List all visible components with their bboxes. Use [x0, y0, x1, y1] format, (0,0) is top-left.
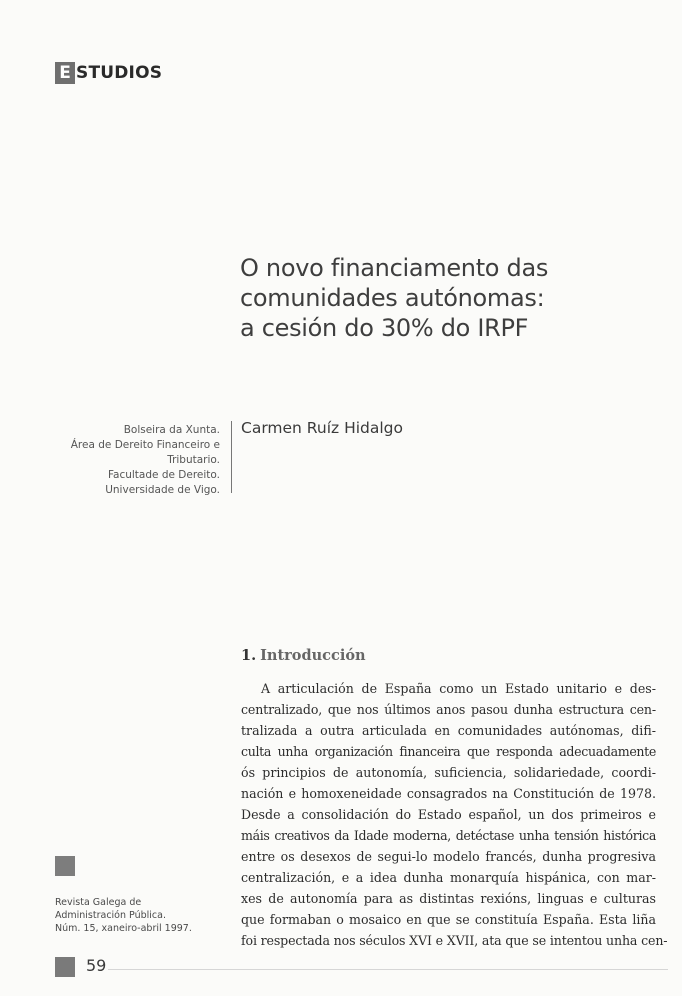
body-line: xes de autonomía para as distintas rexións, linguas e culturas	[241, 891, 656, 906]
body-paragraph	[241, 678, 668, 951]
body-line: nación e homoxeneidade consagrados na Constitución de 1978.	[241, 786, 656, 801]
body-line: centralización, e a idea dunha monarquía hispánica, con mar-	[241, 870, 656, 885]
author-affiliation	[71, 423, 220, 498]
journal-marker-square	[55, 856, 75, 876]
footer-marker-square	[55, 957, 75, 977]
title-line: O novo financiamento das	[240, 254, 549, 282]
journal-info-line: Administración Pública.	[55, 910, 166, 921]
section-label: STUDIOS	[76, 63, 163, 83]
body-line: centralizado, que nos últimos anos pasou dunha estructura cen-	[241, 702, 656, 717]
body-line: máis creativos da Idade moderna, detéctase unha tensión histórica	[241, 828, 656, 843]
section-heading	[241, 647, 366, 664]
body-line: que formaban o mosaico en que se constituía España. Esta liña	[241, 912, 656, 927]
affiliation-line: Facultade de Dereito.	[107, 469, 220, 481]
author-name: Carmen Ruíz Hidalgo	[241, 419, 404, 437]
journal-info	[55, 896, 192, 935]
body-line: entre os desexos de segui-lo modelo francés, dunha progresiva	[241, 849, 656, 864]
affiliation-line: Bolseira da Xunta.	[123, 424, 220, 436]
body-line: ós principios de autonomía, suficiencia, solidariedade, coordi-	[241, 765, 656, 780]
affiliation-divider	[231, 421, 232, 493]
article-title	[240, 253, 548, 343]
body-line: Desde a consolidación do Estado español, un dos primeiros e	[241, 807, 656, 822]
journal-info-line: Núm. 15, xaneiro-abril 1997.	[55, 923, 192, 934]
affiliation-line: Universidade de Vigo.	[105, 484, 220, 496]
page-number: 59	[86, 956, 107, 975]
journal-info-line: Revista Galega de	[55, 897, 142, 908]
section-initial-box: E	[55, 62, 75, 84]
affiliation-line: Área de Dereito Financeiro e	[70, 439, 220, 451]
body-line: foi respectada nos séculos XVI e XVII, ata que se intentou unha cen-	[241, 933, 668, 948]
section-number: 1.	[241, 647, 257, 664]
title-line: comunidades autónomas:	[240, 284, 545, 312]
body-line: A articulación de España como un Estado unitario e des-	[261, 681, 656, 696]
section-header	[55, 62, 162, 84]
affiliation-line: Tributario.	[167, 454, 220, 466]
section-title: Introducción	[260, 647, 366, 664]
body-line: culta unha organización financeira que responda adecuadamente	[241, 744, 656, 759]
footer-rule	[108, 969, 668, 970]
title-line: a cesión do 30% do IRPF	[240, 314, 529, 342]
body-line: tralizada a outra articulada en comunidades autónomas, difi-	[241, 723, 656, 738]
